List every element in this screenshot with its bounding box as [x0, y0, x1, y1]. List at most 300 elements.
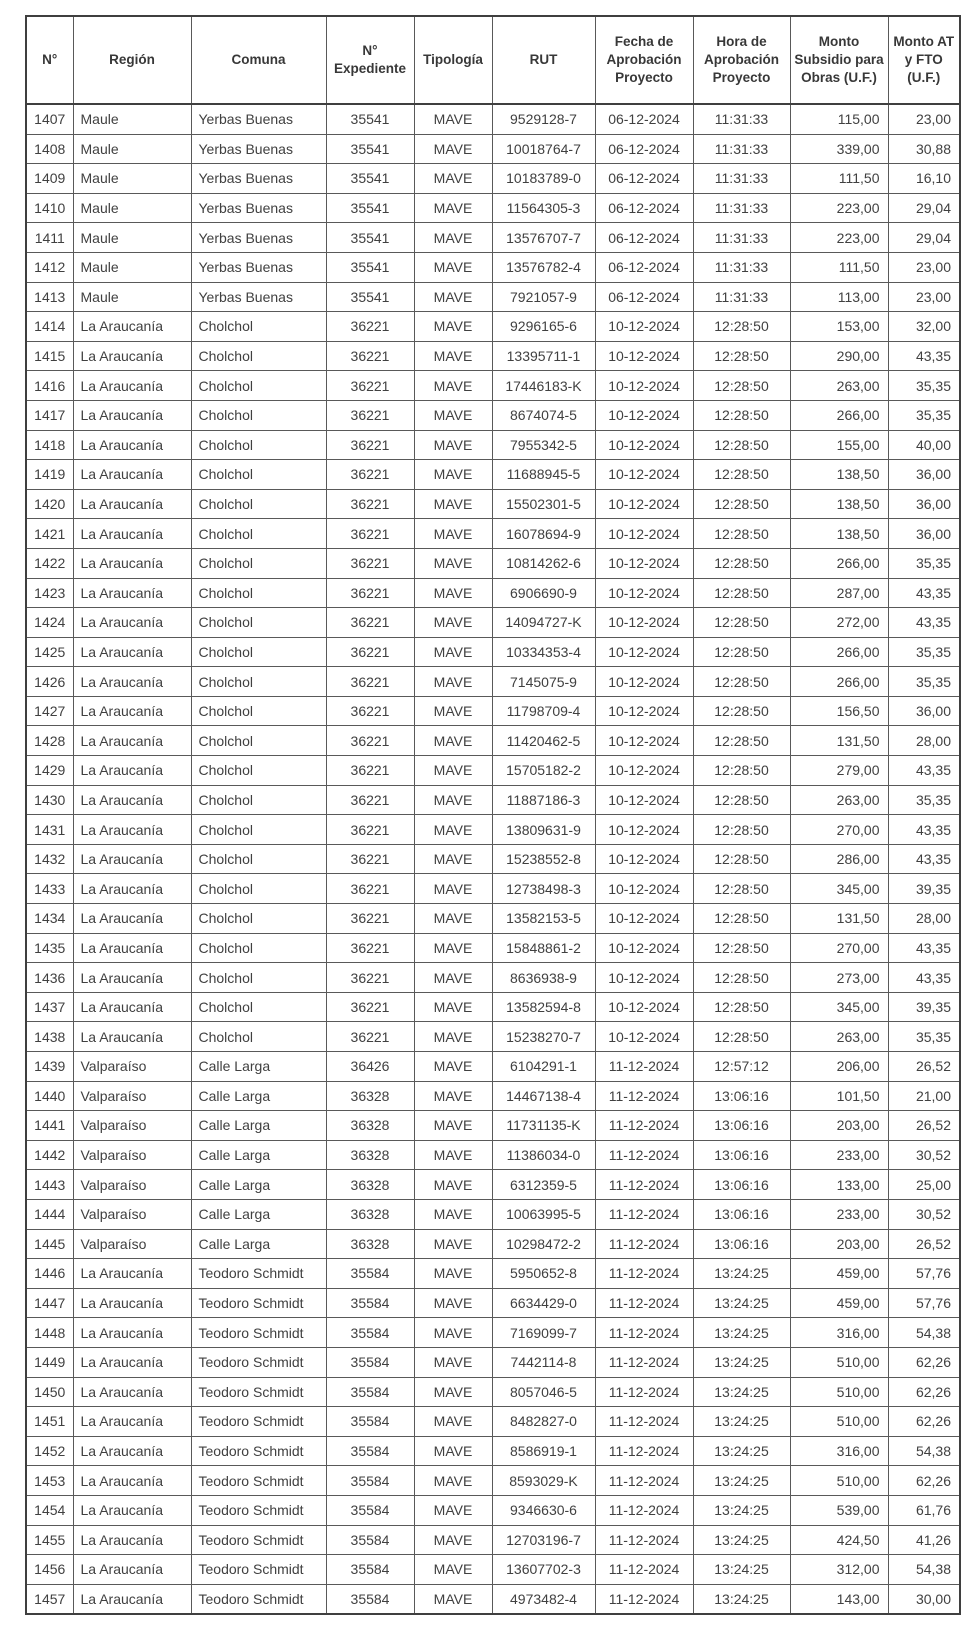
cell-comuna: Yerbas Buenas	[191, 252, 326, 282]
cell-rut: 7955342-5	[492, 430, 595, 460]
cell-monto_subsidio_obras: 339,00	[790, 134, 888, 164]
cell-n: 1413	[26, 282, 73, 312]
cell-monto_subsidio_obras: 510,00	[790, 1347, 888, 1377]
cell-tipologia: MAVE	[414, 548, 492, 578]
table-row	[26, 1199, 960, 1229]
cell-rut: 15848861-2	[492, 933, 595, 963]
cell-region: La Araucanía	[73, 667, 191, 697]
cell-n: 1416	[26, 371, 73, 401]
table-row	[26, 1525, 960, 1555]
cell-comuna: Cholchol	[191, 312, 326, 342]
cell-fecha_aprobacion: 06-12-2024	[595, 252, 693, 282]
cell-hora_aprobacion: 12:28:50	[693, 460, 790, 490]
cell-n: 1441	[26, 1111, 73, 1141]
cell-monto_at_fto: 36,00	[888, 696, 960, 726]
cell-n: 1442	[26, 1140, 73, 1170]
cell-region: Valparaíso	[73, 1140, 191, 1170]
cell-comuna: Cholchol	[191, 519, 326, 549]
cell-hora_aprobacion: 12:28:50	[693, 489, 790, 519]
table-body	[26, 104, 960, 1614]
cell-monto_at_fto: 36,00	[888, 489, 960, 519]
table-row	[26, 1052, 960, 1082]
cell-tipologia: MAVE	[414, 578, 492, 608]
cell-n: 1419	[26, 460, 73, 490]
cell-rut: 13607702-3	[492, 1555, 595, 1585]
cell-hora_aprobacion: 13:24:25	[693, 1584, 790, 1614]
cell-expediente: 36221	[326, 489, 414, 519]
cell-region: La Araucanía	[73, 1525, 191, 1555]
table-row	[26, 519, 960, 549]
cell-comuna: Calle Larga	[191, 1140, 326, 1170]
cell-hora_aprobacion: 13:24:25	[693, 1466, 790, 1496]
cell-n: 1450	[26, 1377, 73, 1407]
cell-fecha_aprobacion: 11-12-2024	[595, 1170, 693, 1200]
cell-hora_aprobacion: 11:31:33	[693, 193, 790, 223]
cell-rut: 13582153-5	[492, 904, 595, 934]
cell-region: La Araucanía	[73, 815, 191, 845]
cell-monto_subsidio_obras: 233,00	[790, 1199, 888, 1229]
cell-rut: 11420462-5	[492, 726, 595, 756]
cell-hora_aprobacion: 12:28:50	[693, 519, 790, 549]
cell-tipologia: MAVE	[414, 519, 492, 549]
cell-expediente: 36328	[326, 1081, 414, 1111]
table-row	[26, 460, 960, 490]
cell-monto_subsidio_obras: 270,00	[790, 815, 888, 845]
cell-region: La Araucanía	[73, 1288, 191, 1318]
cell-monto_at_fto: 40,00	[888, 430, 960, 460]
table-row	[26, 1140, 960, 1170]
cell-monto_at_fto: 35,35	[888, 1022, 960, 1052]
cell-rut: 11564305-3	[492, 193, 595, 223]
cell-tipologia: MAVE	[414, 667, 492, 697]
cell-expediente: 36221	[326, 578, 414, 608]
cell-tipologia: MAVE	[414, 1525, 492, 1555]
cell-fecha_aprobacion: 10-12-2024	[595, 341, 693, 371]
cell-tipologia: MAVE	[414, 1052, 492, 1082]
cell-monto_at_fto: 57,76	[888, 1288, 960, 1318]
cell-hora_aprobacion: 11:31:33	[693, 104, 790, 134]
table-row	[26, 696, 960, 726]
cell-region: La Araucanía	[73, 1466, 191, 1496]
cell-monto_at_fto: 35,35	[888, 637, 960, 667]
cell-monto_at_fto: 30,88	[888, 134, 960, 164]
cell-rut: 8674074-5	[492, 400, 595, 430]
table-row	[26, 667, 960, 697]
cell-rut: 11798709-4	[492, 696, 595, 726]
cell-monto_at_fto: 62,26	[888, 1407, 960, 1437]
cell-n: 1426	[26, 667, 73, 697]
cell-n: 1457	[26, 1584, 73, 1614]
column-header-hora_aprobacion: Hora de Aprobación Proyecto	[693, 16, 790, 104]
cell-fecha_aprobacion: 11-12-2024	[595, 1377, 693, 1407]
table-row	[26, 341, 960, 371]
cell-region: La Araucanía	[73, 844, 191, 874]
cell-tipologia: MAVE	[414, 1466, 492, 1496]
cell-n: 1431	[26, 815, 73, 845]
subsidy-approvals-table	[25, 15, 961, 1615]
cell-hora_aprobacion: 13:24:25	[693, 1495, 790, 1525]
cell-rut: 7921057-9	[492, 282, 595, 312]
cell-region: La Araucanía	[73, 1347, 191, 1377]
cell-tipologia: MAVE	[414, 608, 492, 638]
cell-fecha_aprobacion: 11-12-2024	[595, 1199, 693, 1229]
table-row	[26, 1081, 960, 1111]
cell-monto_at_fto: 43,35	[888, 844, 960, 874]
cell-monto_subsidio_obras: 266,00	[790, 637, 888, 667]
cell-fecha_aprobacion: 11-12-2024	[595, 1407, 693, 1437]
column-header-n: N°	[26, 16, 73, 104]
cell-comuna: Yerbas Buenas	[191, 282, 326, 312]
cell-n: 1436	[26, 963, 73, 993]
cell-region: La Araucanía	[73, 904, 191, 934]
cell-region: Valparaíso	[73, 1052, 191, 1082]
cell-monto_at_fto: 57,76	[888, 1259, 960, 1289]
table-row	[26, 578, 960, 608]
cell-expediente: 35541	[326, 193, 414, 223]
cell-comuna: Calle Larga	[191, 1229, 326, 1259]
cell-monto_at_fto: 23,00	[888, 282, 960, 312]
cell-rut: 5950652-8	[492, 1259, 595, 1289]
cell-region: La Araucanía	[73, 1318, 191, 1348]
cell-rut: 10018764-7	[492, 134, 595, 164]
cell-expediente: 36221	[326, 963, 414, 993]
cell-monto_subsidio_obras: 223,00	[790, 223, 888, 253]
cell-monto_subsidio_obras: 223,00	[790, 193, 888, 223]
cell-region: La Araucanía	[73, 637, 191, 667]
cell-tipologia: MAVE	[414, 341, 492, 371]
cell-monto_subsidio_obras: 279,00	[790, 756, 888, 786]
cell-comuna: Cholchol	[191, 726, 326, 756]
table-row	[26, 726, 960, 756]
cell-monto_subsidio_obras: 286,00	[790, 844, 888, 874]
cell-fecha_aprobacion: 06-12-2024	[595, 104, 693, 134]
cell-monto_at_fto: 43,35	[888, 815, 960, 845]
cell-rut: 11386034-0	[492, 1140, 595, 1170]
cell-expediente: 36221	[326, 844, 414, 874]
cell-expediente: 35541	[326, 104, 414, 134]
cell-hora_aprobacion: 13:06:16	[693, 1229, 790, 1259]
cell-monto_at_fto: 41,26	[888, 1525, 960, 1555]
cell-comuna: Cholchol	[191, 785, 326, 815]
column-header-rut: RUT	[492, 16, 595, 104]
cell-expediente: 36221	[326, 756, 414, 786]
cell-monto_subsidio_obras: 131,50	[790, 904, 888, 934]
cell-fecha_aprobacion: 11-12-2024	[595, 1140, 693, 1170]
cell-monto_subsidio_obras: 138,50	[790, 489, 888, 519]
cell-tipologia: MAVE	[414, 844, 492, 874]
cell-fecha_aprobacion: 10-12-2024	[595, 963, 693, 993]
cell-hora_aprobacion: 13:06:16	[693, 1170, 790, 1200]
cell-region: Valparaíso	[73, 1170, 191, 1200]
column-header-monto_subsidio_obras: Monto Subsidio para Obras (U.F.)	[790, 16, 888, 104]
cell-comuna: Cholchol	[191, 756, 326, 786]
cell-n: 1448	[26, 1318, 73, 1348]
table-row	[26, 193, 960, 223]
cell-monto_at_fto: 62,26	[888, 1377, 960, 1407]
cell-expediente: 36221	[326, 548, 414, 578]
cell-monto_subsidio_obras: 263,00	[790, 785, 888, 815]
cell-expediente: 36221	[326, 312, 414, 342]
cell-tipologia: MAVE	[414, 134, 492, 164]
cell-fecha_aprobacion: 11-12-2024	[595, 1259, 693, 1289]
cell-expediente: 36221	[326, 992, 414, 1022]
cell-tipologia: MAVE	[414, 637, 492, 667]
cell-fecha_aprobacion: 11-12-2024	[595, 1495, 693, 1525]
cell-region: La Araucanía	[73, 341, 191, 371]
cell-rut: 8636938-9	[492, 963, 595, 993]
cell-monto_subsidio_obras: 459,00	[790, 1259, 888, 1289]
cell-fecha_aprobacion: 10-12-2024	[595, 548, 693, 578]
cell-rut: 8057046-5	[492, 1377, 595, 1407]
cell-hora_aprobacion: 12:28:50	[693, 874, 790, 904]
cell-region: La Araucanía	[73, 430, 191, 460]
cell-comuna: Cholchol	[191, 1022, 326, 1052]
cell-fecha_aprobacion: 10-12-2024	[595, 460, 693, 490]
cell-tipologia: MAVE	[414, 785, 492, 815]
cell-n: 1447	[26, 1288, 73, 1318]
cell-n: 1414	[26, 312, 73, 342]
cell-n: 1429	[26, 756, 73, 786]
cell-n: 1451	[26, 1407, 73, 1437]
cell-n: 1410	[26, 193, 73, 223]
cell-rut: 14467138-4	[492, 1081, 595, 1111]
cell-monto_at_fto: 39,35	[888, 992, 960, 1022]
cell-expediente: 35584	[326, 1259, 414, 1289]
table-row	[26, 548, 960, 578]
cell-expediente: 35541	[326, 282, 414, 312]
table-row	[26, 1170, 960, 1200]
cell-tipologia: MAVE	[414, 1081, 492, 1111]
cell-expediente: 35541	[326, 164, 414, 194]
cell-monto_at_fto: 30,00	[888, 1584, 960, 1614]
cell-fecha_aprobacion: 10-12-2024	[595, 519, 693, 549]
cell-fecha_aprobacion: 10-12-2024	[595, 489, 693, 519]
cell-region: Maule	[73, 164, 191, 194]
cell-rut: 15238552-8	[492, 844, 595, 874]
cell-tipologia: MAVE	[414, 489, 492, 519]
cell-tipologia: MAVE	[414, 992, 492, 1022]
cell-hora_aprobacion: 12:28:50	[693, 1022, 790, 1052]
cell-comuna: Cholchol	[191, 400, 326, 430]
cell-expediente: 36221	[326, 460, 414, 490]
cell-tipologia: MAVE	[414, 1318, 492, 1348]
cell-expediente: 36221	[326, 874, 414, 904]
cell-expediente: 36221	[326, 400, 414, 430]
cell-fecha_aprobacion: 06-12-2024	[595, 164, 693, 194]
cell-monto_subsidio_obras: 263,00	[790, 371, 888, 401]
cell-monto_at_fto: 25,00	[888, 1170, 960, 1200]
table-row	[26, 756, 960, 786]
cell-n: 1418	[26, 430, 73, 460]
cell-n: 1424	[26, 608, 73, 638]
cell-hora_aprobacion: 12:28:50	[693, 637, 790, 667]
cell-comuna: Cholchol	[191, 341, 326, 371]
cell-fecha_aprobacion: 10-12-2024	[595, 815, 693, 845]
cell-fecha_aprobacion: 11-12-2024	[595, 1466, 693, 1496]
cell-rut: 9296165-6	[492, 312, 595, 342]
cell-n: 1427	[26, 696, 73, 726]
cell-comuna: Yerbas Buenas	[191, 223, 326, 253]
cell-region: La Araucanía	[73, 933, 191, 963]
cell-rut: 8482827-0	[492, 1407, 595, 1437]
cell-expediente: 36221	[326, 371, 414, 401]
cell-expediente: 36221	[326, 904, 414, 934]
cell-hora_aprobacion: 11:31:33	[693, 223, 790, 253]
cell-rut: 4973482-4	[492, 1584, 595, 1614]
cell-region: La Araucanía	[73, 963, 191, 993]
cell-rut: 13395711-1	[492, 341, 595, 371]
cell-fecha_aprobacion: 10-12-2024	[595, 992, 693, 1022]
cell-hora_aprobacion: 13:06:16	[693, 1199, 790, 1229]
cell-monto_subsidio_obras: 266,00	[790, 667, 888, 697]
cell-fecha_aprobacion: 10-12-2024	[595, 756, 693, 786]
cell-region: La Araucanía	[73, 756, 191, 786]
cell-comuna: Teodoro Schmidt	[191, 1407, 326, 1437]
cell-monto_subsidio_obras: 510,00	[790, 1377, 888, 1407]
cell-fecha_aprobacion: 06-12-2024	[595, 193, 693, 223]
cell-expediente: 36221	[326, 608, 414, 638]
cell-hora_aprobacion: 13:06:16	[693, 1140, 790, 1170]
cell-rut: 7169099-7	[492, 1318, 595, 1348]
cell-monto_at_fto: 35,35	[888, 548, 960, 578]
cell-n: 1409	[26, 164, 73, 194]
cell-tipologia: MAVE	[414, 193, 492, 223]
cell-region: La Araucanía	[73, 1555, 191, 1585]
cell-monto_at_fto: 43,35	[888, 756, 960, 786]
cell-hora_aprobacion: 12:28:50	[693, 785, 790, 815]
cell-n: 1455	[26, 1525, 73, 1555]
table-row	[26, 1022, 960, 1052]
cell-tipologia: MAVE	[414, 1229, 492, 1259]
cell-monto_at_fto: 62,26	[888, 1466, 960, 1496]
cell-monto_subsidio_obras: 345,00	[790, 874, 888, 904]
cell-monto_subsidio_obras: 153,00	[790, 312, 888, 342]
cell-region: La Araucanía	[73, 371, 191, 401]
cell-expediente: 35584	[326, 1436, 414, 1466]
cell-fecha_aprobacion: 11-12-2024	[595, 1288, 693, 1318]
cell-rut: 12703196-7	[492, 1525, 595, 1555]
cell-region: La Araucanía	[73, 1259, 191, 1289]
cell-n: 1417	[26, 400, 73, 430]
cell-monto_at_fto: 39,35	[888, 874, 960, 904]
cell-hora_aprobacion: 13:06:16	[693, 1081, 790, 1111]
cell-monto_subsidio_obras: 539,00	[790, 1495, 888, 1525]
cell-fecha_aprobacion: 10-12-2024	[595, 726, 693, 756]
cell-monto_at_fto: 26,52	[888, 1229, 960, 1259]
cell-n: 1428	[26, 726, 73, 756]
cell-tipologia: MAVE	[414, 1407, 492, 1437]
column-header-fecha_aprobacion: Fecha de Aprobación Proyecto	[595, 16, 693, 104]
cell-monto_subsidio_obras: 266,00	[790, 400, 888, 430]
cell-expediente: 35584	[326, 1288, 414, 1318]
cell-expediente: 35541	[326, 134, 414, 164]
cell-comuna: Cholchol	[191, 489, 326, 519]
cell-hora_aprobacion: 13:24:25	[693, 1318, 790, 1348]
cell-hora_aprobacion: 13:06:16	[693, 1111, 790, 1141]
cell-n: 1439	[26, 1052, 73, 1082]
cell-n: 1438	[26, 1022, 73, 1052]
cell-monto_at_fto: 54,38	[888, 1318, 960, 1348]
cell-monto_subsidio_obras: 101,50	[790, 1081, 888, 1111]
cell-comuna: Cholchol	[191, 667, 326, 697]
cell-region: Maule	[73, 134, 191, 164]
cell-fecha_aprobacion: 10-12-2024	[595, 933, 693, 963]
cell-comuna: Cholchol	[191, 696, 326, 726]
cell-fecha_aprobacion: 11-12-2024	[595, 1081, 693, 1111]
cell-comuna: Cholchol	[191, 844, 326, 874]
cell-rut: 10334353-4	[492, 637, 595, 667]
cell-tipologia: MAVE	[414, 963, 492, 993]
cell-hora_aprobacion: 13:24:25	[693, 1555, 790, 1585]
cell-tipologia: MAVE	[414, 282, 492, 312]
cell-n: 1435	[26, 933, 73, 963]
cell-monto_at_fto: 29,04	[888, 193, 960, 223]
table-row	[26, 933, 960, 963]
cell-monto_at_fto: 43,35	[888, 341, 960, 371]
cell-tipologia: MAVE	[414, 1495, 492, 1525]
cell-tipologia: MAVE	[414, 1140, 492, 1170]
table-row	[26, 815, 960, 845]
cell-comuna: Yerbas Buenas	[191, 104, 326, 134]
cell-monto_subsidio_obras: 510,00	[790, 1466, 888, 1496]
cell-rut: 10814262-6	[492, 548, 595, 578]
cell-comuna: Cholchol	[191, 578, 326, 608]
cell-tipologia: MAVE	[414, 430, 492, 460]
cell-n: 1421	[26, 519, 73, 549]
cell-comuna: Teodoro Schmidt	[191, 1495, 326, 1525]
cell-hora_aprobacion: 12:28:50	[693, 726, 790, 756]
cell-expediente: 35584	[326, 1347, 414, 1377]
cell-monto_subsidio_obras: 345,00	[790, 992, 888, 1022]
table-row	[26, 282, 960, 312]
cell-monto_subsidio_obras: 206,00	[790, 1052, 888, 1082]
cell-comuna: Yerbas Buenas	[191, 164, 326, 194]
cell-region: La Araucanía	[73, 726, 191, 756]
cell-tipologia: MAVE	[414, 904, 492, 934]
cell-n: 1432	[26, 844, 73, 874]
table-row	[26, 992, 960, 1022]
cell-expediente: 36221	[326, 696, 414, 726]
cell-fecha_aprobacion: 10-12-2024	[595, 904, 693, 934]
cell-expediente: 36221	[326, 341, 414, 371]
cell-monto_at_fto: 30,52	[888, 1140, 960, 1170]
cell-tipologia: MAVE	[414, 696, 492, 726]
cell-monto_subsidio_obras: 233,00	[790, 1140, 888, 1170]
cell-region: La Araucanía	[73, 1407, 191, 1437]
cell-hora_aprobacion: 13:24:25	[693, 1288, 790, 1318]
cell-n: 1440	[26, 1081, 73, 1111]
cell-fecha_aprobacion: 06-12-2024	[595, 134, 693, 164]
cell-expediente: 36426	[326, 1052, 414, 1082]
table-row	[26, 223, 960, 253]
cell-expediente: 36221	[326, 519, 414, 549]
cell-region: La Araucanía	[73, 578, 191, 608]
column-header-monto_at_fto: Monto AT y FTO (U.F.)	[888, 16, 960, 104]
cell-tipologia: MAVE	[414, 1436, 492, 1466]
cell-fecha_aprobacion: 10-12-2024	[595, 608, 693, 638]
cell-expediente: 36328	[326, 1199, 414, 1229]
cell-expediente: 36221	[326, 667, 414, 697]
cell-tipologia: MAVE	[414, 1347, 492, 1377]
cell-fecha_aprobacion: 10-12-2024	[595, 696, 693, 726]
cell-fecha_aprobacion: 11-12-2024	[595, 1052, 693, 1082]
cell-fecha_aprobacion: 10-12-2024	[595, 430, 693, 460]
cell-monto_subsidio_obras: 138,50	[790, 460, 888, 490]
cell-monto_at_fto: 23,00	[888, 104, 960, 134]
table-row	[26, 312, 960, 342]
cell-monto_subsidio_obras: 203,00	[790, 1111, 888, 1141]
table-row	[26, 904, 960, 934]
